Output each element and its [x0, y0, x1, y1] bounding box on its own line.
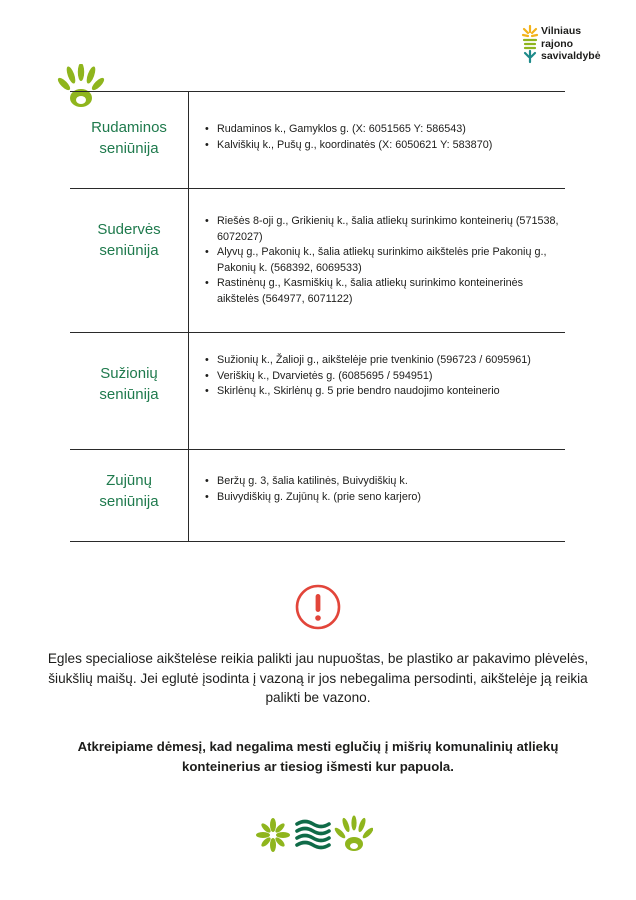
row-title-line: seniūnija: [99, 140, 159, 157]
row-title-line: Zujūnų: [106, 472, 152, 489]
warning-icon: [294, 583, 342, 636]
table-divider: [70, 91, 565, 92]
row-title-suderves: [70, 219, 188, 261]
list-item: • Beržų g. 3, šalia katilinės, Buivydiškių k.: [205, 474, 565, 490]
row-list-suzioniu: [205, 353, 565, 400]
row-title-line: Sudervės: [97, 221, 161, 238]
row-list-zujunu: [205, 474, 565, 505]
list-item: • Riešės 8-oji g., Grikienių k., šalia atliekų surinkimo konteinerių (571538, 6072027): [205, 214, 565, 245]
list-item: • Rastinėnų g., Kasmiškių k., šalia atliekų surinkimo konteinerinės aikštelės (564977, 6071122): [205, 276, 565, 307]
row-title-line: Rudaminos: [91, 119, 167, 136]
row-title-suzioniu: [70, 363, 188, 405]
ornament-fan-icon: [56, 64, 106, 115]
list-item: • Skirlėnų k., Skirlėnų g. 5 prie bendro naudojimo konteinerio: [205, 384, 565, 400]
table-divider: [70, 188, 565, 189]
list-item: • Rudaminos k., Gamyklos g. (X: 6051565 Y: 586543): [205, 122, 565, 138]
table-divider: [70, 449, 565, 450]
table-divider: [70, 332, 565, 333]
logo-line-1: Vilniaus: [541, 25, 582, 37]
ornament-waves-icon: [297, 822, 329, 848]
list-item: • Buivydiškių g. Zujūnų k. (prie seno karjero): [205, 490, 565, 506]
table-divider: [70, 541, 565, 542]
row-title-zujunu: [70, 470, 188, 512]
list-item: • Veriškių k., Dvarvietės g. (6085695 / 594951): [205, 369, 565, 385]
table-column-divider: [188, 91, 189, 542]
logo-line-3: savivaldybė: [541, 50, 601, 62]
logo-emblem-icon: [521, 24, 539, 64]
ornament-snowflake-icon: [256, 818, 290, 852]
ornament-row: [253, 815, 373, 860]
instruction-text: Egles specialiose aikštelėse reikia palikti jau nupuoštas, be plastiko ar pakavimo plėvelės, šiukšlių maišų. Jei eglutė įsodinta į vazoną ir jos nebegalima persodinti, aikštelėje ją reikia palikti be vazono.: [47, 651, 589, 705]
row-title-line: Sužionių: [100, 365, 158, 382]
row-title-line: seniūnija: [99, 242, 159, 259]
warning-text: Atkreipiame dėmesį, kad negalima mesti eglučių į mišrių komunalinių atliekų konteinerius ar tiesiog išmesti kur papuola.: [77, 739, 559, 774]
logo-line-2: rajono: [541, 37, 574, 50]
list-item: • Kalviškių k., Pušų g., koordinatės (X: 6050621 Y: 583870): [205, 138, 565, 154]
ornament-fan-small-icon: [333, 816, 373, 852]
row-title-line: seniūnija: [99, 386, 159, 403]
row-list-suderves: [205, 214, 565, 308]
list-item: • Alyvų g., Pakonių k., šalia atliekų surinkimo aikštelės prie Pakonių g., Pakonių k. (568392, 6069533): [205, 245, 565, 276]
row-title-rudaminos: [70, 117, 188, 159]
row-title-line: seniūnija: [99, 493, 159, 510]
list-item: • Sužionių k., Žalioji g., aikštelėje prie tvenkinio (596723 / 6095961): [205, 353, 565, 369]
row-list-rudaminos: [205, 122, 565, 153]
municipality-logo: [521, 24, 631, 68]
